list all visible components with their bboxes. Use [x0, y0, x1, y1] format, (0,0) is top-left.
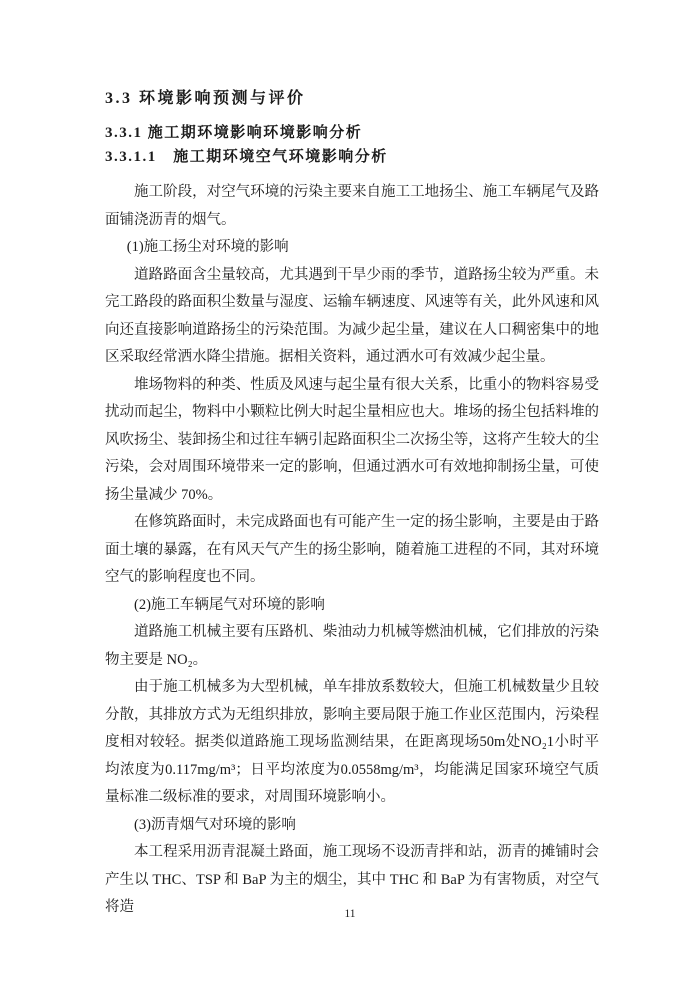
heading-3-3: 3.3 环境影响预测与评价	[105, 90, 306, 107]
page-number: 11	[344, 908, 356, 920]
paragraph-road-dust: 道路路面含尘量较高，尤其遇到干旱少雨的季节，道路扬尘较为严重。未完工路段的路面积尘数量与湿度、运输车辆速度、风速等有关，此外风速和风向还直接影响道路扬尘的污染范围。为减少起尘量，建议在人口稠密集中的地区采取经常洒水降尘措施。据相关资料，通过洒水可有效减少起尘量。	[105, 266, 599, 365]
paragraph-intro: 施工阶段，对空气环境的污染主要来自施工工地扬尘、施工车辆尾气及路面铺浇沥青的烟气。	[105, 184, 599, 228]
heading-3-3-1-1: 3.3.1.1 施工期环境空气环境影响分析	[105, 149, 388, 165]
list-item-3-asphalt-fume: (3)沥青烟气对环境的影响	[134, 816, 296, 833]
paragraph-monitoring-results: 由于施工机械多为大型机械，单车排放系数较大，但施工机械数量少且较分散，其排放方式为无组织排放，影响主要局限于施工作业区范围内，污染程度相对较轻。据类似道路施工现场监测结果，在距离现场50m处NO₂1小时平均浓度为0.117mg/m³；日平均浓度为0.0558mg/m³，均能满足国家环境空气质量标准二级标准的要求，对周围环境影响小。	[105, 679, 599, 805]
paragraph-asphalt-fume: 本工程采用沥青混凝土路面，施工现场不设沥青拌和站，沥青的摊铺时会产生以 THC、TSP 和 BaP 为主的烟尘，其中 THC 和 BaP 为有害物质，对空气将造	[105, 844, 599, 915]
paragraph-stockpile-dust: 堆场物料的种类、性质及风速与起尘量有很大关系，比重小的物料容易受扰动而起尘，物料中小颗粒比例大时起尘量相应也大。堆场的扬尘包括料堆的风吹扬尘、装卸扬尘和过往车辆引起路面积尘二次扬尘等，这将产生较大的尘污染，会对周围环境带来一定的影响，但通过洒水可有效地抑制扬尘量，可使扬尘量减少 70%。	[105, 376, 599, 503]
page-content	[105, 88, 599, 922]
list-item-1-dust-impact: (1)施工扬尘对环境的影响	[126, 239, 289, 255]
heading-3-3-1: 3.3.1 施工期环境影响环境影响分析	[105, 125, 363, 141]
paragraph-pavement-dust: 在修筑路面时，未完成路面也有可能产生一定的扬尘影响，主要是由于路面土壤的暴露，在有风天气产生的扬尘影响，随着施工进程的不同，其对环境空气的影响程度也不同。	[105, 514, 599, 585]
list-item-2-vehicle-exhaust: (2)施工车辆尾气对环境的影响	[134, 596, 325, 613]
paragraph-machinery-no2: 道路施工机械主要有压路机、柴油动力机械等燃油机械，它们排放的污染物主要是 NO₂。	[105, 624, 599, 668]
